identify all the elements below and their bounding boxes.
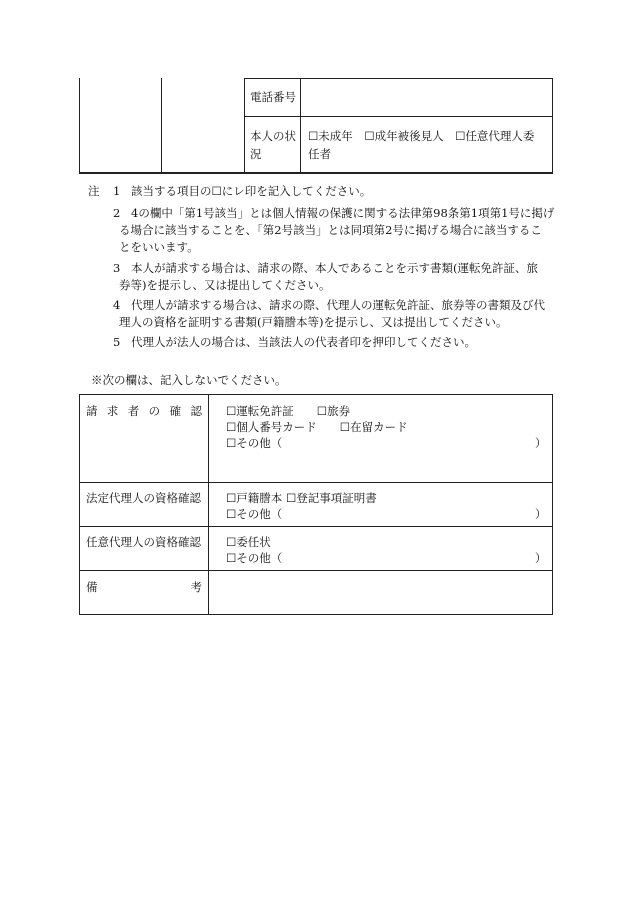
table-divider <box>80 482 552 483</box>
label-char: 認 <box>190 404 202 418</box>
table-divider <box>80 526 552 527</box>
notes-head: 注 <box>88 184 100 198</box>
note-text: 理人の資格を証明する書類(戸籍謄本等)を提示し、又は提出してください。 <box>119 315 508 329</box>
status-options-line[interactable]: ☐未成年 ☐成年被後見人 ☐任意代理人委 <box>308 129 535 143</box>
close-paren: ） <box>535 551 547 565</box>
table-divider <box>244 78 245 172</box>
instruction-text: ※次の欄は、記入しないでください。 <box>91 373 287 387</box>
note-text: る場合に該当することを、「第2号該当」とは同項第2号に掲げる場合に該当するこ <box>119 223 542 237</box>
requester-other-option[interactable]: ☐その他（ <box>226 436 283 450</box>
remarks-label <box>86 579 202 595</box>
note-number: 4 <box>113 298 121 312</box>
label-char: 考 <box>190 580 202 594</box>
note-text: 該当する項目の☐にレ印を記入してください。 <box>131 184 372 198</box>
note-number: 2 <box>113 206 121 220</box>
remarks-field[interactable] <box>209 571 552 614</box>
note-text: 券等)を提示し、又は提出してください。 <box>119 278 331 292</box>
voluntary-agent-options-line[interactable]: ☐委任状 <box>226 535 271 549</box>
note-text: 代理人が法人の場合は、当該法人の代表者印を押印してください。 <box>131 335 476 349</box>
label-char: 確 <box>169 404 182 418</box>
label-char: の <box>148 404 161 418</box>
note-text: とをいいます。 <box>119 240 199 254</box>
label-char: 求 <box>106 404 119 418</box>
phone-label: 電話番号 <box>250 90 296 104</box>
note-number: 1 <box>113 184 121 198</box>
note-text: 4の欄中「第1号該当」とは個人情報の保護に関する法律第98条第1項第1号に掲げ <box>131 206 555 220</box>
note-text: 本人が請求する場合は、請求の際、本人であることを示す書類(運転免許証、旅 <box>131 261 538 275</box>
phone-field[interactable] <box>301 78 553 115</box>
status-options-line: 任者 <box>308 147 331 161</box>
label-char: 備 <box>86 580 98 594</box>
applicant-info-table <box>79 78 553 174</box>
requester-confirm-label <box>86 403 202 419</box>
note-number: 3 <box>113 261 121 275</box>
note-number: 5 <box>113 335 121 349</box>
legal-agent-options-line[interactable]: ☐戸籍謄本 ☐登記事項証明書 <box>226 491 377 505</box>
voluntary-agent-other-option[interactable]: ☐その他（ <box>226 551 283 565</box>
status-label-line: 本人の状 <box>250 129 296 143</box>
legal-agent-label: 法定代理人の資格確認 <box>86 491 201 505</box>
requester-options-line[interactable]: ☐運転免許証 ☐旅券 <box>226 404 351 418</box>
label-char: 請 <box>86 404 98 418</box>
table-divider <box>244 116 552 117</box>
legal-agent-other-option[interactable]: ☐その他（ <box>226 507 283 521</box>
requester-options-line[interactable]: ☐個人番号カード ☐在留カード <box>226 420 408 434</box>
voluntary-agent-label: 任意代理人の資格確認 <box>86 535 201 549</box>
close-paren: ） <box>535 507 547 521</box>
note-text: 代理人が請求する場合は、請求の際、代理人の運転免許証、旅券等の書類及び代 <box>131 298 545 312</box>
label-char: 者 <box>127 404 140 418</box>
table-divider <box>161 78 162 172</box>
status-label <box>250 127 296 163</box>
status-label-line: 況 <box>250 147 262 161</box>
status-options[interactable] <box>308 127 534 163</box>
close-paren: ） <box>535 436 547 450</box>
office-use-table <box>79 394 553 615</box>
